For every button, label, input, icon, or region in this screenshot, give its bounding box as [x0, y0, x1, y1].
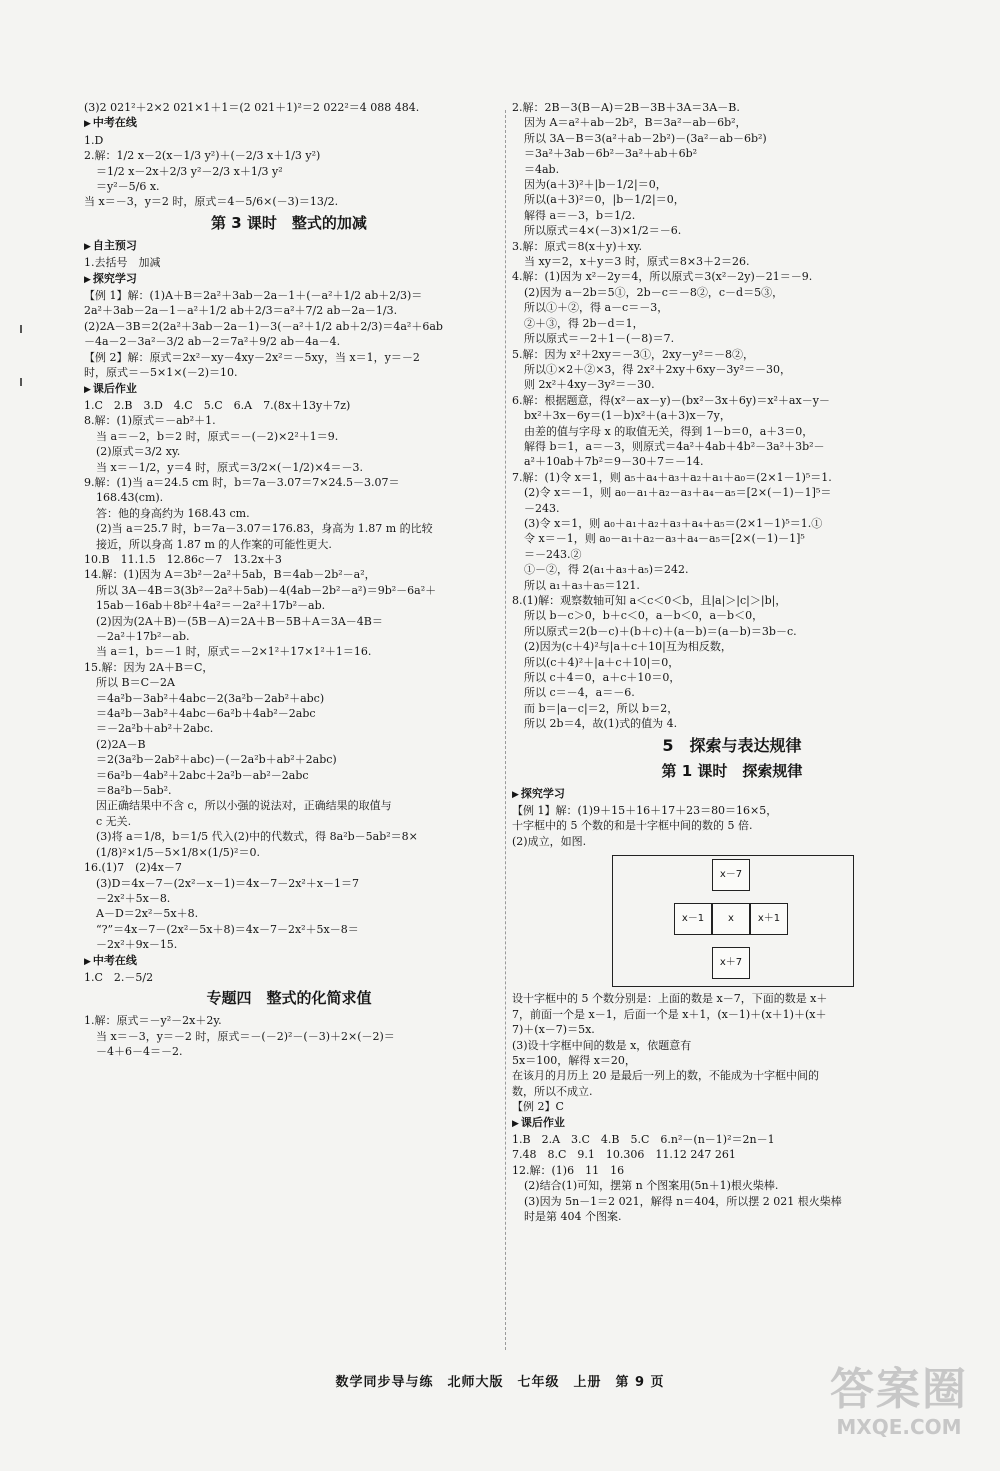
answer-line: 所以(a＋3)²＝0，|b－1/2|＝0，	[524, 193, 685, 207]
right-column-bottom	[512, 991, 952, 1224]
answer-line: 4.解：(1)因为 x²－2y＝4，所以原式＝3(x²－2y)－21＝－9.	[512, 270, 813, 284]
answer-line: (2)2A－3B＝2(2a²＋3ab－2a－1)－3(－a²＋1/2 ab＋2/3)＝4a²＋6ab	[84, 319, 443, 333]
answer-line: 所以原式＝4×(－3)×1/2＝－6.	[524, 224, 682, 238]
answer-line: (3)D＝4x－7－(2x²－x－1)＝4x－7－2x²＋x－1＝7	[96, 876, 360, 890]
answer-line: 14.解：(1)因为 A＝3b²－2a²＋5ab，B＝4ab－2b²－a²，	[84, 568, 376, 582]
answer-line: 因为 A＝a²＋ab－2b²，B＝3a²－ab－6b²，	[524, 116, 747, 130]
answer-line: 15ab－16ab＋8b²＋4a²＝－2a²＋17b²－ab.	[96, 599, 326, 613]
answer-line: 所以 c＝－4，a＝－6.	[524, 686, 635, 700]
answer-line: ＝－2a²b＋ab²＋2abc.	[96, 722, 214, 736]
answer-line: 6.解：根据题意，得(x²－ax－y)－(bx²－3x＋6y)＝x²＋ax－y－	[512, 393, 830, 407]
answer-line: 所以 b－c＞0，b＋c＜0，a－b＜0，a－b＜0，	[524, 609, 764, 623]
answer-line: (3)设十字框中间的数是 x，依题意有	[512, 1038, 692, 1052]
answer-line: 5.解：因为 x²＋2xy＝－3①，2xy－y²＝－8②，	[512, 347, 755, 361]
answer-line: ①－②，得 2(a₁＋a₃＋a₅)＝242.	[524, 563, 689, 577]
section-label: ▶ 课后作业	[84, 381, 494, 398]
answer-line: 十字框中的 5 个数的和是十字框中间的数的 5 倍.	[512, 819, 753, 833]
lesson-heading: 专题四 整式的化简求值	[206, 989, 372, 1008]
answer-line: (3)因为 5n－1＝2 021，解得 n＝404，所以摆 2 021 根火柴棒	[524, 1194, 842, 1208]
answer-line: 当 a＝－2，b＝2 时，原式＝－(－2)×2²＋1＝9.	[96, 429, 339, 443]
answer-line: ＝3a²＋3ab－6b²－3a²＋ab＋6b²	[524, 147, 698, 161]
answer-line: (2)结合(1)可知，摆第 n 个图案用(5n＋1)根火柴棒.	[524, 1179, 779, 1193]
answer-line: 当 xy＝2，x＋y＝3 时，原式＝8×3＋2＝26.	[524, 255, 750, 269]
answer-line: 2.解：1/2 x－2(x－1/3 y²)＋(－2/3 x＋1/3 y²)	[84, 149, 321, 163]
answer-line: c 无关.	[96, 814, 132, 828]
answer-line: 8.(1)解：观察数轴可知 a＜c＜0＜b，且|a|＞|c|＞|b|，	[512, 594, 787, 607]
answer-line: (2)2A－B	[96, 737, 146, 751]
left-column	[84, 100, 494, 1060]
answer-line: 5x＝100，解得 x＝20，	[512, 1053, 636, 1067]
section-label: ▶ 中考在线	[84, 115, 494, 132]
watermark-url: MXQE.COM	[836, 1415, 962, 1439]
answer-line: ＝8a²b－5ab².	[96, 784, 172, 798]
answer-line: 7.解：(1)令 x＝1，则 a₅＋a₄＋a₃＋a₂＋a₁＋a₀＝(2×1－1)⁵＝1.	[512, 470, 832, 484]
answer-line: 10.B 11.1.5 12.86c－7 13.2x＋3	[84, 552, 282, 566]
answer-line: (2)因为 a－2b＝5①，2b－c＝－8②，c－d＝5③，	[524, 285, 784, 299]
answer-line: －4a－2－3a²－3/2 ab－2＝7a²＋9/2 ab－4a－4.	[84, 335, 341, 349]
answer-line: 所以 2b＝4，故(1)式的值为 4.	[524, 717, 678, 731]
answer-line: 1.解：原式＝－y²－2x＋2y.	[84, 1014, 222, 1028]
answer-line: ＝2(3a²b－2ab²＋abc)－(－2a²b＋ab²＋2abc)	[96, 753, 337, 767]
cross-cell-left: x－1	[674, 903, 712, 935]
answer-line: (2)当 a＝25.7 时，b＝7a－3.07＝176.83，身高为 1.87 m 的比较	[96, 522, 433, 536]
section-label: ▶ 探究学习	[84, 271, 494, 288]
answer-line: 【例 1】解：(1)A＋B＝2a²＋3ab－2a－1＋(－a²＋1/2 ab＋2/3)＝	[84, 289, 423, 303]
answer-line: ＝－243.②	[524, 547, 582, 561]
answer-line: 解得 a＝－3，b＝1/2.	[524, 208, 636, 222]
lesson-heading: 第 3 课时 整式的加减	[211, 213, 367, 232]
answer-line: 时是第 404 个图案.	[524, 1209, 622, 1223]
answer-line: 1.C 2.－5/2	[84, 970, 154, 984]
answer-line: (3)令 x＝1，则 a₀＋a₁＋a₂＋a₃＋a₄＋a₅＝(2×1－1)⁵＝1.①	[524, 516, 823, 530]
answer-line: 则 2x²＋4xy－3y²＝－30.	[524, 378, 655, 392]
answer-line: ＝6a²b－4ab²＋2abc＋2a²b－ab²－2abc	[96, 768, 309, 782]
answer-line: 当 x＝－3，y＝2 时，原式＝4－5/6×(－3)＝13/2.	[84, 195, 339, 209]
cross-cell-top: x－7	[712, 859, 750, 891]
cross-cell-center: x	[712, 903, 750, 935]
answer-line: －4＋6－4＝－2.	[96, 1045, 183, 1059]
answer-line: A－D＝2x²－5x＋8.	[96, 907, 199, 921]
section-label: ▶ 课后作业	[512, 1115, 952, 1132]
right-column-top	[512, 100, 952, 732]
right-column-middle	[512, 786, 952, 850]
answer-line: 【例 1】解：(1)9＋15＋16＋17＋23＝80＝16×5，	[512, 804, 778, 818]
answer-line: 所以 3A－4B＝3(3b²－2a²＋5ab)－4(4ab－2b²－a²)＝9b²－6a²＋	[96, 583, 437, 597]
answer-line: －2x²＋5x－8.	[96, 891, 171, 905]
answer-line: ＝4ab.	[524, 162, 560, 176]
answer-line: －2a²＋17b²－ab.	[96, 630, 190, 643]
answer-line: 所以原式＝2(b－c)＋(b＋c)＋(a－b)＝(a－b)＝3b－c.	[524, 624, 797, 638]
answer-line: 所以 B＝C－2A	[96, 676, 175, 690]
answer-line: 9.解：(1)当 a＝24.5 cm 时，b＝7a－3.07＝7×24.5－3.07＝	[84, 475, 400, 489]
answer-line: 16.(1)7 (2)4x－7	[84, 861, 182, 875]
answer-line: 所以(c＋4)²＋|a＋c＋10|＝0，	[524, 655, 680, 669]
answer-line: －243.	[524, 501, 560, 515]
section-title: 5 探索与表达规律	[662, 735, 802, 755]
answer-line: 时，原式＝－5×1×(－2)＝10.	[84, 366, 238, 380]
answer-line: 8.解：(1)原式＝－ab²＋1.	[84, 414, 216, 428]
answer-line: 所以①＋②，得 a－c＝－3，	[524, 301, 669, 315]
answer-line: 15.解：因为 2A＋B＝C，	[84, 660, 214, 674]
answer-line: 因为(a＋3)²＋|b－1/2|＝0，	[524, 178, 667, 192]
binding-mark	[20, 378, 22, 386]
answer-line: 所以 c＋4＝0，a＋c＋10＝0，	[524, 671, 681, 685]
answer-line: 因正确结果中不含 c，所以小强的说法对，正确结果的取值与	[96, 799, 392, 813]
answer-line: 所以①×2＋②×3，得 2x²＋2xy＋6xy－3y²＝－30，	[524, 362, 791, 376]
answer-line: 1.去括号 加减	[84, 256, 161, 270]
answer-line: 而 b＝|a－c|＝2，所以 b＝2，	[524, 701, 679, 715]
answer-line: ＝y²－5/6 x.	[96, 180, 160, 194]
answer-line: (3)2 021²＋2×2 021×1＋1＝(2 021＋1)²＝2 022²＝4 088 484.	[84, 101, 420, 114]
answer-line: bx²＋3x－6y＝(1－b)x²＋(a＋3)x－7y，	[524, 409, 731, 423]
answer-line: 【例 2】解：原式＝2x²－xy－4xy－2x²＝－5xy，当 x＝1，y＝－2	[84, 350, 420, 364]
answer-line: “?”＝4x－7－(2x²－5x＋8)＝4x－7－2x²＋5x－8＝	[96, 922, 359, 936]
answer-line: (2)成立，如图.	[512, 834, 587, 848]
answer-line: (2)原式＝3/2 xy.	[96, 445, 181, 459]
section-label: ▶ 自主预习	[84, 238, 494, 255]
answer-line: 所以原式＝－2＋1－(－8)＝7.	[524, 332, 675, 346]
answer-line: 在该月的月历上 20 是最后一列上的数，不能成为十字框中间的	[512, 1069, 819, 1083]
answer-line: 设十字框中的 5 个数分别是：上面的数是 x－7，下面的数是 x＋	[512, 992, 828, 1006]
column-divider	[505, 110, 506, 1350]
answer-line: (1/8)²×1/5－5×1/8×(1/5)²＝0.	[96, 845, 260, 859]
answer-line: 所以 3A－B＝3(a²＋ab－2b²)－(3a²－ab－6b²)	[524, 131, 767, 145]
answer-line: 当 a＝1，b＝－1 时，原式＝－2×1²＋17×1²＋1＝16.	[96, 645, 372, 659]
answer-line: ＝1/2 x－2x＋2/3 y²－2/3 x＋1/3 y²	[96, 164, 283, 178]
answer-line: (2)因为(2A＋B)－(5B－A)＝2A＋B－5B＋A＝3A－4B＝	[96, 614, 383, 628]
cross-cell-right: x＋1	[750, 903, 788, 935]
answer-line: 168.43(cm).	[96, 491, 164, 505]
answer-line: 12.解：(1)6 11 16	[512, 1163, 625, 1177]
answer-line: 2.解：2B－3(B－A)＝2B－3B＋3A＝3A－B.	[512, 101, 740, 114]
page-footer: 数学同步导与练 北师大版 七年级 上册 第 9 页	[335, 1375, 665, 1390]
answer-line: 当 x＝－3，y＝－2 时，原式＝－(－2)²－(－3)＋2×(－2)＝	[96, 1029, 395, 1043]
answer-line: ＝4a²b－3ab²＋4abc－6a²b＋4ab²－2abc	[96, 707, 316, 721]
answer-line: －2x²＋9x－15.	[96, 938, 178, 952]
cross-cell-bottom: x＋7	[712, 947, 750, 979]
answer-line: 7，前面一个是 x－1，后面一个是 x＋1，(x－1)＋(x＋1)＋(x＋	[512, 1007, 827, 1021]
cross-figure	[612, 855, 852, 985]
right-column	[512, 100, 952, 1224]
answer-line: (3)将 a＝1/8，b＝1/5 代入(2)中的代数式，得 8a²b－5ab²＝8×	[96, 830, 418, 844]
answer-line: 1.B 2.A 3.C 4.B 5.C 6.n²－(n－1)²＝2n－1	[512, 1132, 775, 1146]
section-label: ▶ 探究学习	[512, 786, 952, 803]
answer-line: (2)因为(c＋4)²与|a＋c＋10|互为相反数，	[524, 640, 732, 654]
answer-line: (2)令 x＝－1，则 a₀－a₁＋a₂－a₃＋a₄－a₅＝[2×(－1)－1]⁵＝	[524, 486, 832, 500]
lesson-title: 第 1 课时 探索规律	[661, 761, 803, 780]
answer-line: 7.48 8.C 9.1 10.306 11.12 247 261	[512, 1148, 736, 1162]
answer-line: 由差的值与字母 x 的取值无关，得到 1－b＝0，a＋3＝0，	[524, 424, 814, 438]
binding-mark	[20, 325, 22, 333]
answer-line: 数，所以不成立.	[512, 1084, 593, 1098]
answer-line: 1.D	[84, 133, 104, 147]
answer-line: 3.解：原式＝8(x＋y)＋xy.	[512, 239, 642, 253]
answer-line: 解得 b＝1，a＝－3，则原式＝4a²＋4ab＋4b²－3a²＋3b²－	[524, 439, 825, 453]
answer-line: 接近，所以身高 1.87 m 的人作案的可能性更大.	[96, 537, 332, 551]
answer-line: 当 x＝－1/2，y＝4 时，原式＝3/2×(－1/2)×4＝－3.	[96, 460, 364, 474]
answer-line: a²＋10ab＋7b²＝9－30＋7＝－14.	[524, 455, 704, 469]
answer-line: ②＋③，得 2b－d＝1，	[524, 316, 644, 330]
answer-line: 令 x＝－1，则 a₀－a₁＋a₂－a₃＋a₄－a₅＝[2×(－1)－1]⁵	[524, 532, 805, 546]
answer-line: 答：他的身高约为 168.43 cm.	[96, 506, 250, 520]
answer-line: ＝4a²b－3ab²＋4abc－2(3a²b－2ab²＋abc)	[96, 691, 325, 705]
section-label: ▶ 中考在线	[84, 953, 494, 970]
answer-line: 2a²＋3ab－2a－1－a²＋1/2 ab＋2/3＝a²＋7/2 ab－2a－1/3.	[84, 304, 398, 318]
watermark-logo: 答案圈	[830, 1364, 968, 1415]
watermark	[814, 1365, 984, 1455]
answer-line: 所以 a₁＋a₃＋a₅＝121.	[524, 578, 640, 592]
answer-line: 1.C 2.B 3.D 4.C 5.C 6.A 7.(8x＋13y＋7z)	[84, 398, 351, 412]
answer-line: 7)＋(x－7)＝5x.	[512, 1023, 595, 1037]
answer-line: 【例 2】C	[512, 1100, 564, 1114]
